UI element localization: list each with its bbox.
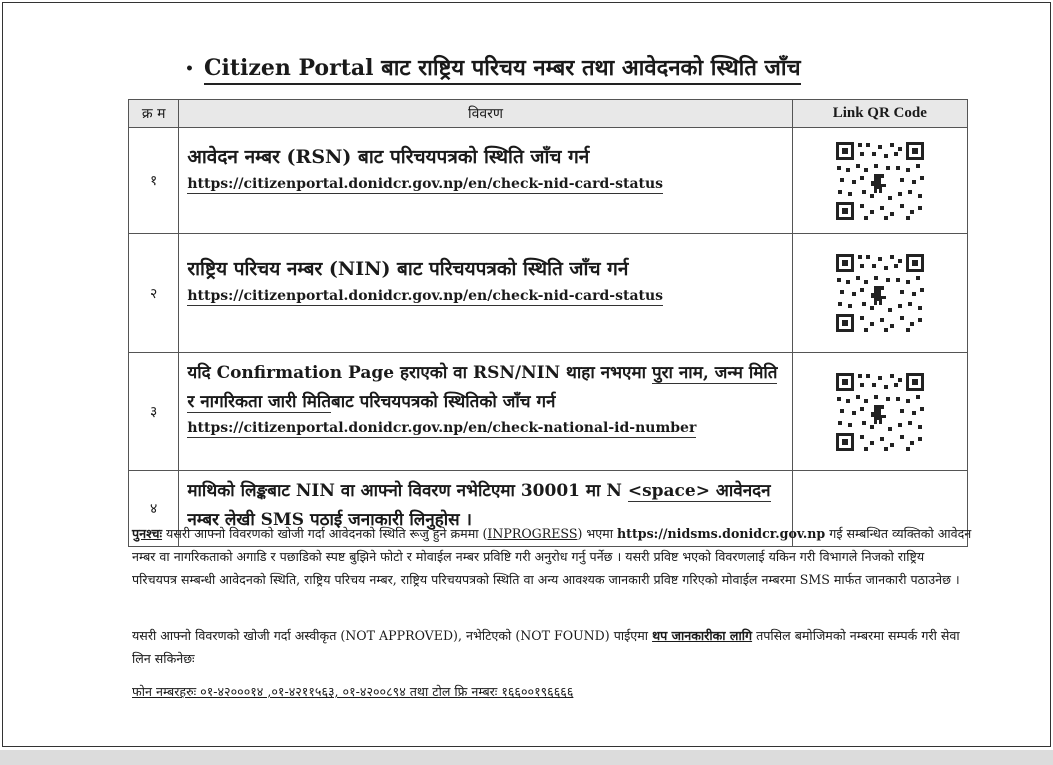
header-desc: विवरण <box>179 100 792 128</box>
status-link[interactable]: https://citizenportal.donidcr.gov.np/en/check-nid-card-status <box>187 176 664 192</box>
page-title <box>185 52 801 82</box>
row-text-a: यदि Confirmation Page हराएको वा RSN/NIN थाहा नभएमा <box>187 363 652 383</box>
table-row <box>129 353 968 471</box>
row-text-a: माथिको लिङ्कबाट NIN वा आफ्नो विवरण नभेटिएमा 30001 मा N <box>187 481 628 501</box>
qr-code-icon[interactable] <box>834 140 926 222</box>
note-label: पुनश्चः <box>132 526 163 541</box>
row-description <box>179 128 792 234</box>
row-text-c: लेखी SMS पठाई जनाकारी लिनुहोस । <box>218 510 472 530</box>
row-text-underlined: <space> आवेनदन नम्बर <box>187 481 771 530</box>
qr-cell <box>792 128 967 234</box>
phone-line: फोन नम्बरहरुः ०१-४२०००१४ ,०१-४२११५६३, ०१-४२००८९४ तथा टोल फ्रि नम्बरः १६६००१९६६६६ <box>132 684 574 699</box>
row-text: राष्ट्रिय परिचय नम्बर (NIN) बाट परिचयपत्रको स्थिति जाँच गर्न <box>187 258 629 280</box>
status-link[interactable]: https://citizenportal.donidcr.gov.np/en/check-national-id-number <box>187 420 697 436</box>
qr-code-icon[interactable] <box>834 371 926 453</box>
note-text: यसरी आफ्नो विवरणको खोजी गर्दा अस्वीकृत (NOT APPROVED), नभेटिएको (NOT FOUND) पाईएमा <box>132 628 653 643</box>
header-qr: Link QR Code <box>792 100 967 128</box>
status-inprogress: INPROGRESS <box>487 526 578 541</box>
note-paragraph-1 <box>132 522 972 591</box>
nidsms-link[interactable]: https://nidsms.donidcr.gov.np <box>616 526 826 541</box>
row-description <box>179 234 792 353</box>
note-text: तपसिल बमोजिमको नम्बरमा सम्पर्क गरी सेवा लिन सकिनेछः <box>132 628 960 666</box>
table-row <box>129 234 968 353</box>
row-number: ३ <box>129 353 179 471</box>
status-table <box>128 99 968 547</box>
row-text <box>187 359 783 417</box>
header-num: क्र म <box>129 100 179 128</box>
row-number: १ <box>129 128 179 234</box>
status-link[interactable]: https://citizenportal.donidcr.gov.np/en/check-nid-card-status <box>187 288 664 304</box>
table-header-row <box>129 100 968 128</box>
row-number: ४ <box>129 471 179 547</box>
row-text-underlined: पुरा नाम, जन्म मिति र नागरिकता जारी मिति <box>187 363 778 412</box>
bottom-edge <box>0 750 1053 765</box>
note-text: ) भएमा <box>577 526 617 541</box>
row-description <box>179 353 792 471</box>
row-text-c: बाट परिचयपत्रको स्थितिको जाँच गर्न <box>331 392 556 412</box>
bullet-dot: • <box>185 61 194 77</box>
qr-cell <box>792 234 967 353</box>
page-title-text: Citizen Portal बाट राष्ट्रिय परिचय नम्बर तथा आवेदनको स्थिति जाँच <box>204 55 801 85</box>
note-text: गई सम्बन्धित व्यक्तिको आवेदन नम्बर वा नागरिकताको अगाडि र पछाडिको स्पष्ट बुझिने फोटो र मोवाईल नम्बर प्रविष्टि गरी अनुरोध गर्नु पर्नेछ । यसरी प्रविष्ट भएको विवरणलाई यकिन गरी विभागले निजको राष्ट्रिय परिचयपत्र सम्बन्धी आवेदनको स्थिति, राष्ट्रिय परिचय नम्बर, राष्ट्रिय परिचयपत्रको स्थिति वा अन्य आवश्यक जानकारी प्रविष्ट गरिएको मोवाईल नम्बरमा SMS मार्फत जानकारी पठाउनेछ । <box>132 526 972 587</box>
note-emphasis: थप जानकारीका लागि <box>652 628 753 643</box>
row-text: आवेदन नम्बर (RSN) बाट परिचयपत्रको स्थिति जाँच गर्न <box>187 146 590 168</box>
phone-numbers <box>132 680 972 703</box>
qr-code-icon[interactable] <box>834 252 926 334</box>
qr-cell <box>792 353 967 471</box>
note-text: यसरी आफ्नो विवरणको खोजी गर्दा आवेदनको स्थिति रूजु हुने क्रममा ( <box>162 526 488 541</box>
row-number: २ <box>129 234 179 353</box>
table-row <box>129 128 968 234</box>
note-paragraph-2 <box>132 624 972 670</box>
